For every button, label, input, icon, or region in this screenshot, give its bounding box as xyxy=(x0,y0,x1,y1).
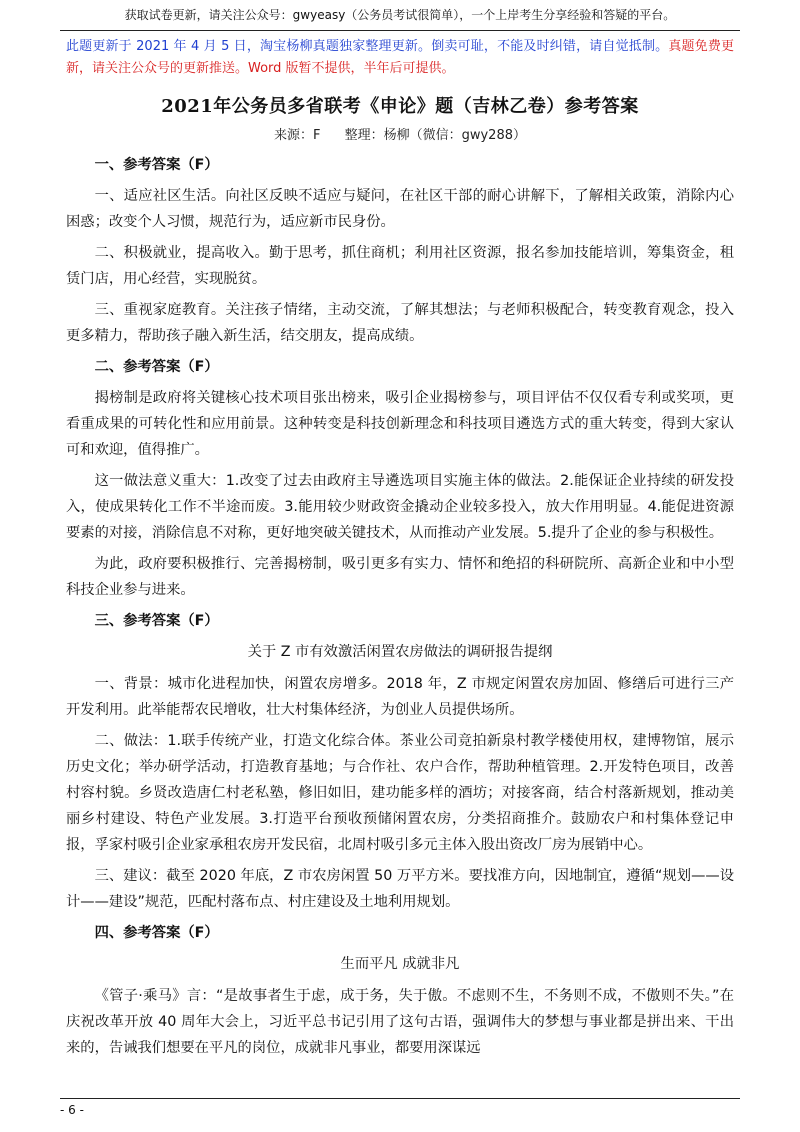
page-footer xyxy=(60,1098,740,1117)
paragraph: 三、重视家庭教育。关注孩子情绪，主动交流，了解其想法；与老师积极配合，转变教育观念，投入更多精力，帮助孩子融入新生活，结交朋友，提高成绩。 xyxy=(66,302,734,344)
paragraph: 一、适应社区生活。向社区反映不适应与疑问，在社区干部的耐心讲解下，了解相关政策，消除内心困惑；改变个人习惯，规范行为，适应新市民身份。 xyxy=(66,188,734,230)
report-title: 关于 Z 市有效激活闲置农房做法的调研报告提纲 xyxy=(247,644,553,660)
paragraph: 揭榜制是政府将关键核心技术项目张出榜来，吸引企业揭榜参与，项目评估不仅仅看专利或奖项，更看重成果的可转化性和应用前景。这种转变是科技创新理念和科技项目遴选方式的重大转变，得到大家认可和欢迎，值得推广。 xyxy=(66,390,734,458)
paragraph: 三、建议：截至 2020 年底，Z 市农房闲置 50 万平方米。要找准方向，因地制宜，遵循“规划——设计——建设”规范，匹配村落布点、村庄建设及土地利用规划。 xyxy=(66,868,734,910)
paragraph: 为此，政府要积极推行、完善揭榜制，吸引更多有实力、情怀和绝招的科研院所、高新企业和中小型科技企业参与进来。 xyxy=(66,556,734,598)
page-number: - 6 - xyxy=(60,1103,84,1117)
section-heading: 二、参考答案（F） xyxy=(94,359,219,375)
header-divider xyxy=(60,30,740,31)
byline xyxy=(0,124,800,143)
document-body xyxy=(66,152,734,1066)
paragraph: 这一做法意义重大：1.改变了过去由政府主导遴选项目实施主体的做法。2.能保证企业持续的研发投入，使成果转化工作不半途而废。3.能用较少财政资金撬动企业较多投入，放大作用明显。4.能促进资源要素的对接，消除信息不对称，更好地突破关键技术，从而推动产业发展。5.提升了企业的参与积极性。 xyxy=(66,473,734,541)
essay-title: 生而平凡 成就非凡 xyxy=(340,956,460,972)
paragraph: 一、背景：城市化进程加快，闲置农房增多。2018 年，Z 市规定闲置农房加固、修缮后可进行三产开发利用。此举能帮农民增收，壮大村集体经济，为创业人员提供场所。 xyxy=(66,676,734,718)
update-notice xyxy=(66,36,734,80)
paragraph: 《管子·乘马》言：“是故事者生于虑，成于务，失于傲。不虑则不生，不务则不成，不傲则不失。”在庆祝改革开放 40 周年大会上，习近平总书记引用了这句古语，强调伟大的梦想与事业都是拼出来、干出来的，告诫我们想要在平凡的岗位，成就非凡事业，都要用深谋远 xyxy=(66,988,734,1056)
page-header xyxy=(0,0,800,34)
notice-text: 此题更新于 2021 年 4 月 5 日，淘宝杨柳真题独家整理更新。倒卖可耻，不能及时纠错，请自觉抵制。 xyxy=(66,39,669,54)
notice-highlight: 真题免费更新，请关注公众号的更新推送。Word 版暂不提供，半年后可提供。 xyxy=(66,39,734,76)
section-heading: 一、参考答案（F） xyxy=(94,157,219,173)
byline-editor: 整理：杨柳（微信：gwy288） xyxy=(344,128,527,143)
section-heading: 四、参考答案（F） xyxy=(94,925,219,941)
paragraph: 二、做法：1.联手传统产业，打造文化综合体。茶业公司竞拍新泉村教学楼使用权，建博物馆，展示历史文化；举办研学活动，打造教育基地；与合作社、农户合作，帮助种植管理。2.开发特色项目，改善村容村貌。乡贤改造唐仁村老私塾，修旧如旧，建功能多样的酒坊；对接客商，结合村落新规划，推动美丽乡村建设、特色产业发展。3.打造平台预收预储闲置农房，分类招商推介。鼓励农户和村集体登记申报，孚家村吸引企业家承租农房开发民宿，北周村吸引多元主体入股出资改厂房为展销中心。 xyxy=(66,733,734,853)
byline-source: 来源：F xyxy=(273,128,321,143)
paragraph: 二、积极就业，提高收入。勤于思考，抓住商机；利用社区资源，报名参加技能培训，筹集资金，租赁门店，用心经营，实现脱贫。 xyxy=(66,245,734,287)
header-text: 获取试卷更新，请关注公众号：gwyeasy（公务员考试很简单），一个上岸考生分享经验和答疑的平台。 xyxy=(124,8,676,22)
section-heading: 三、参考答案（F） xyxy=(94,613,219,629)
document-title: 2021年公务员多省联考《申论》题（吉林乙卷）参考答案 xyxy=(161,96,639,117)
